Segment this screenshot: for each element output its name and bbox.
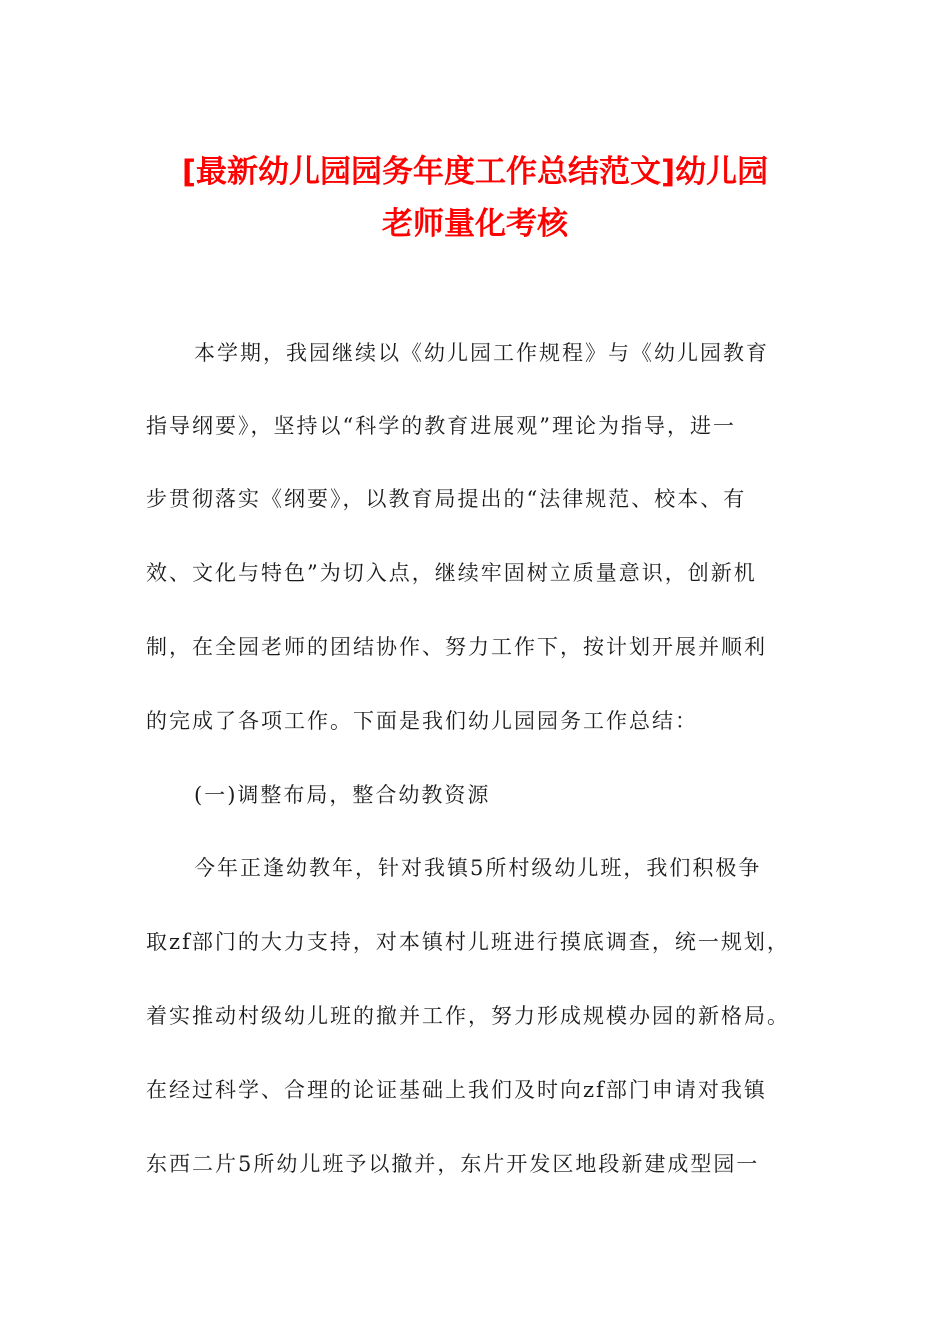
document-title <box>120 146 830 250</box>
paragraph-line-4: 效、文化与特色”为切入点，继续牢固树立质量意识，创新机 <box>146 561 757 585</box>
paragraph-line-2: 指导纲要》，坚持以“科学的教育进展观”理论为指导，进一 <box>146 414 736 438</box>
paragraph-line-10: 在经过科学、合理的论证基础上我们及时向zf部门申请对我镇 <box>146 1078 767 1102</box>
paragraph-line-3: 步贯彻落实《纲要》，以教育局提出的“法律规范、校本、有 <box>146 487 747 511</box>
paragraph-line-9: 着实推动村级幼儿班的撤并工作，努力形成规模办园的新格局。 <box>146 1004 790 1028</box>
title-line-1: [最新幼儿园园务年度工作总结范文]幼儿园 <box>181 154 769 190</box>
paragraph-line-8: 取zf部门的大力支持，对本镇村儿班进行摸底调查，统一规划， <box>146 930 790 954</box>
paragraph-line-7: 今年正逢幼教年，针对我镇5所村级幼儿班，我们积极争 <box>194 856 762 880</box>
paragraph-line-1: 本学期，我园继续以《幼儿园工作规程》与《幼儿园教育 <box>194 341 769 365</box>
paragraph-line-6: 的完成了各项工作。下面是我们幼儿园园务工作总结： <box>146 709 698 733</box>
paragraph-line-5: 制，在全园老师的团结协作、努力工作下，按计划开展并顺利 <box>146 635 767 659</box>
title-line-2: 老师量化考核 <box>382 206 568 242</box>
paragraph-line-11: 东西二片5所幼儿班予以撤并，东片开发区地段新建成型园一 <box>146 1152 760 1176</box>
section-heading: (一)调整布局，整合幼教资源 <box>194 783 491 807</box>
